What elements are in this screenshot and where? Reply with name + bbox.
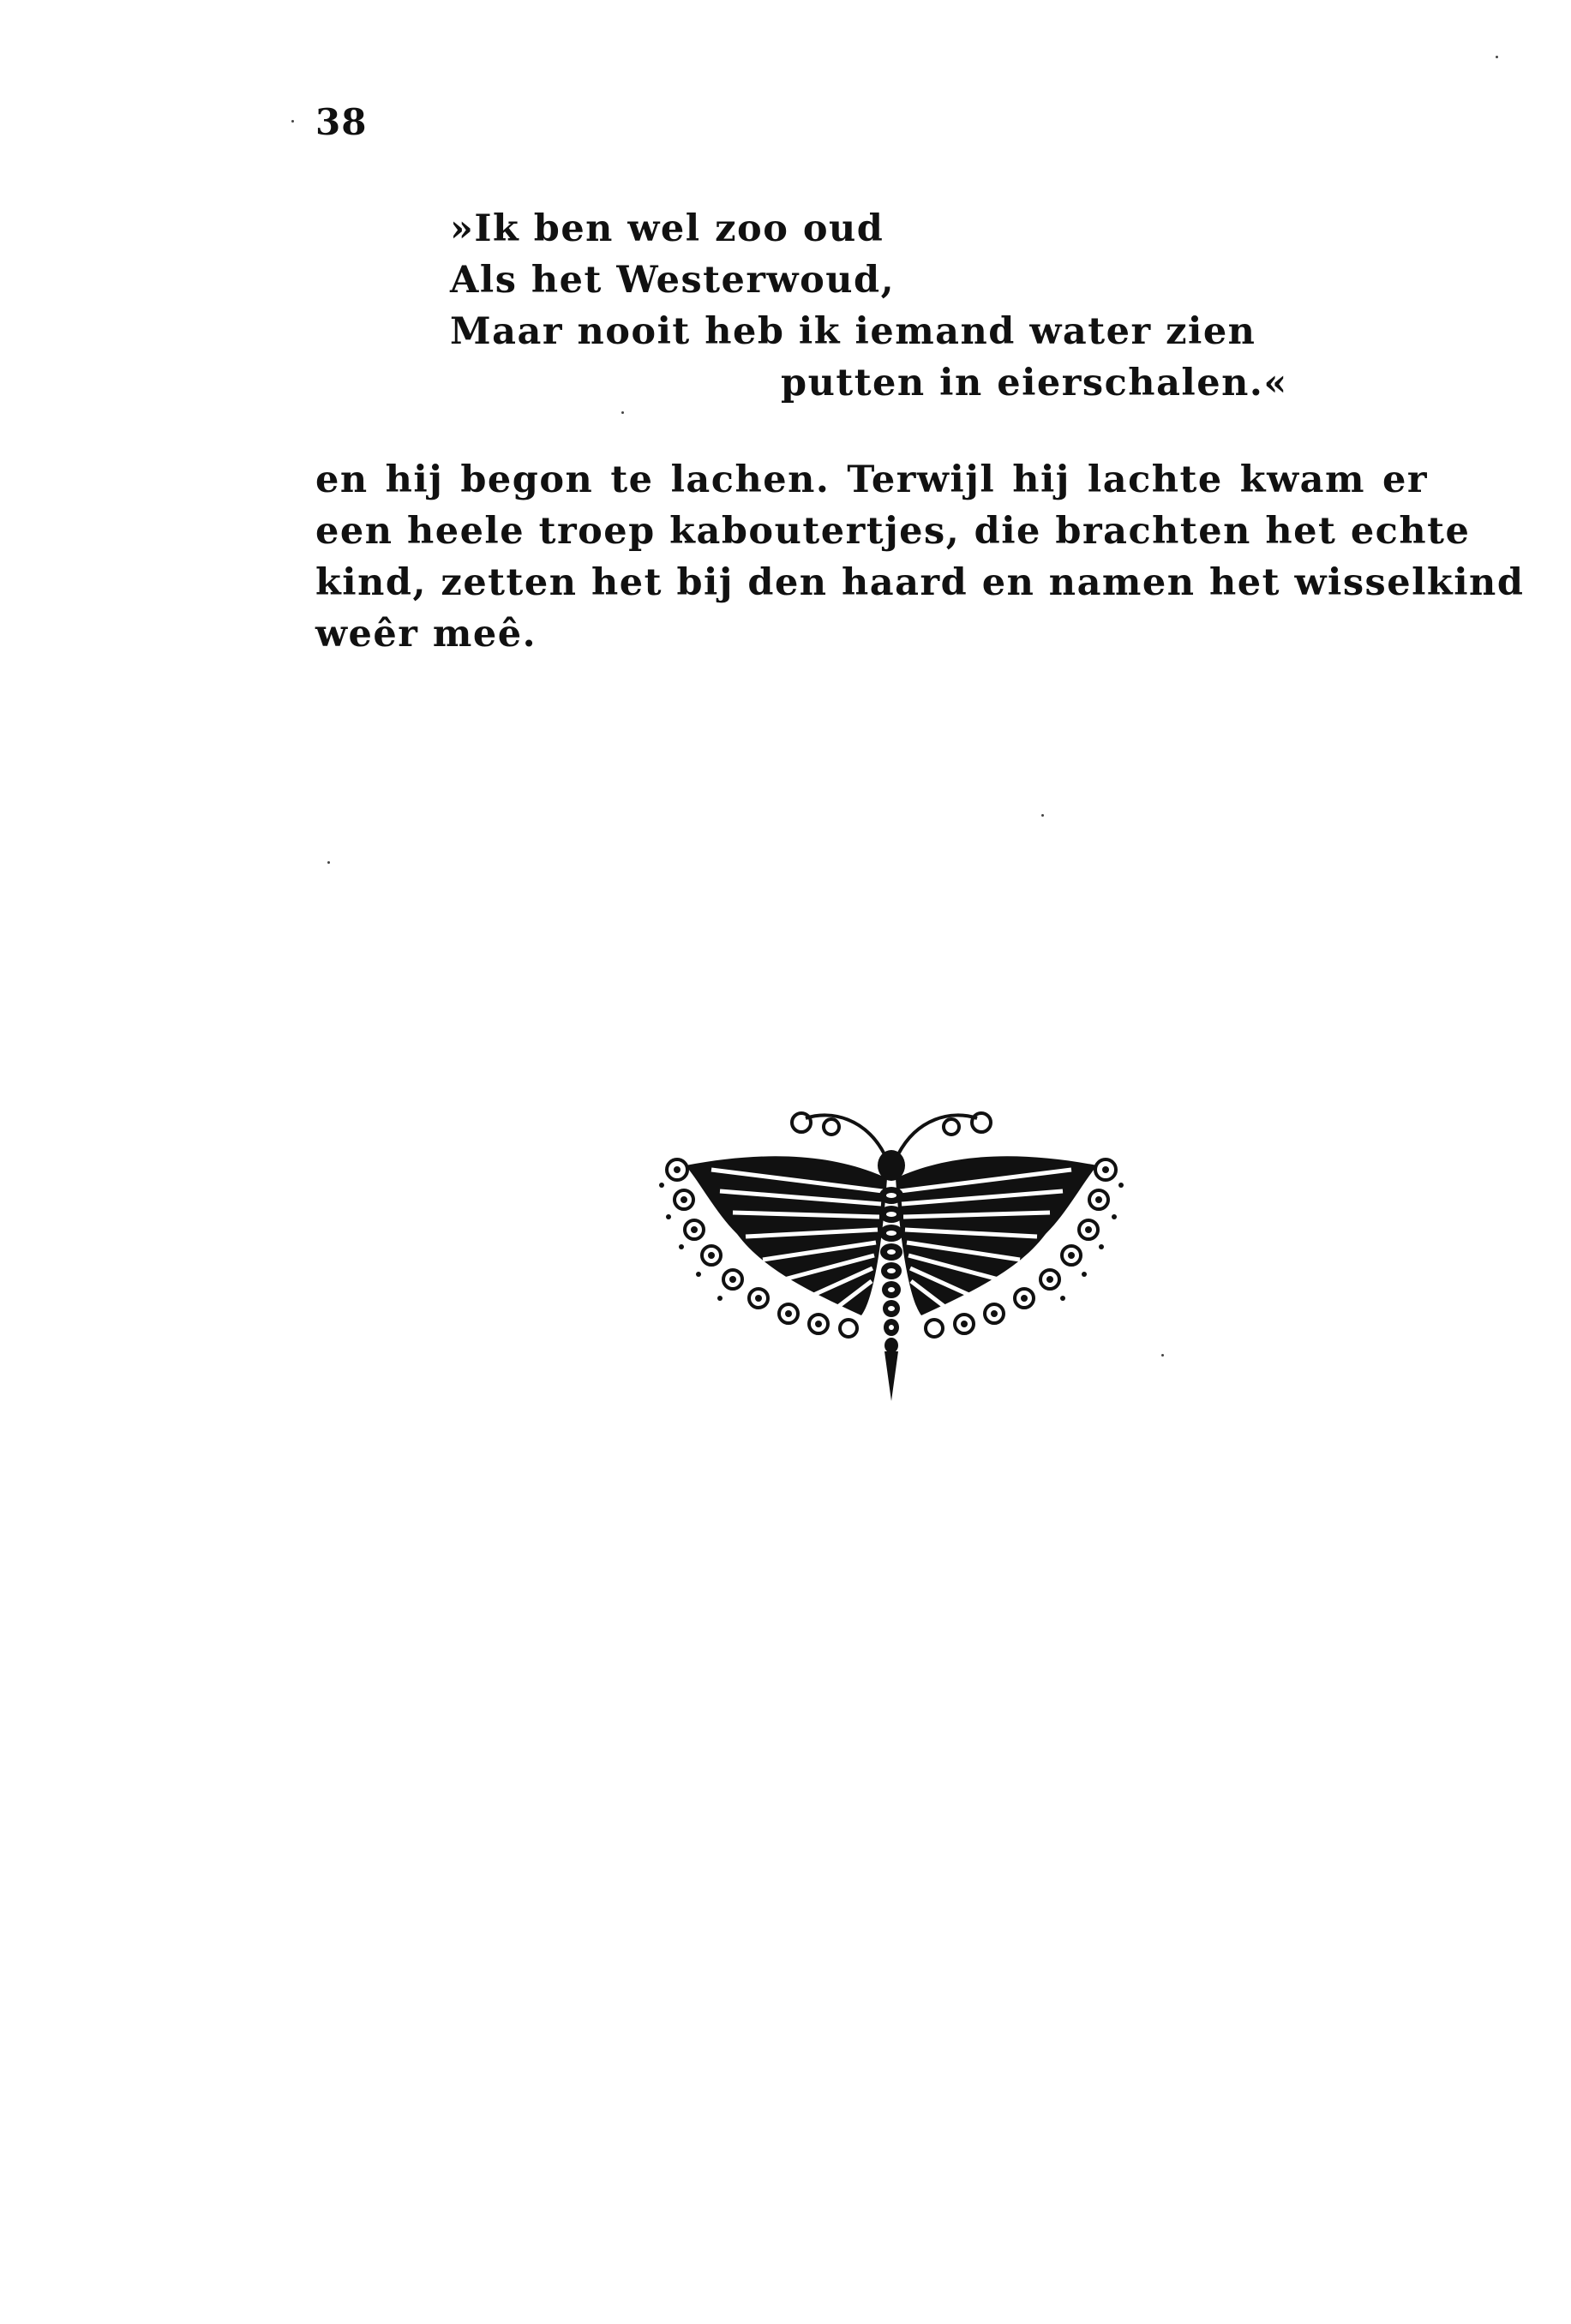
paper-speck xyxy=(621,411,624,414)
paragraph-line: een heele troep kaboutertjes, die brachten het echte xyxy=(315,510,1471,553)
paper-speck xyxy=(1496,56,1498,58)
butterfly-ornament-icon xyxy=(634,1084,1148,1410)
paper-speck xyxy=(291,120,294,123)
verse-line: »Ik ben wel zoo oud xyxy=(450,207,884,250)
paper-speck xyxy=(1161,1354,1164,1357)
verse xyxy=(450,203,1307,409)
paper-speck xyxy=(327,861,330,864)
paragraph-line: kind, zetten het bij den haard en namen het wisselkind xyxy=(315,561,1525,604)
verse-line: Als het Westerwoud, xyxy=(450,259,896,302)
verse-line: Maar nooit heb ik iemand water zien xyxy=(450,310,1256,353)
paper-speck xyxy=(1041,814,1044,817)
body-paragraph xyxy=(315,454,1525,660)
paragraph-line: en hij begon te lachen. Terwijl hij lachte kwam er xyxy=(315,458,1428,501)
paragraph-line: weêr meê. xyxy=(315,613,537,656)
verse-line: putten in eierschalen.« xyxy=(781,362,1288,404)
page-number: 38 xyxy=(315,101,368,143)
